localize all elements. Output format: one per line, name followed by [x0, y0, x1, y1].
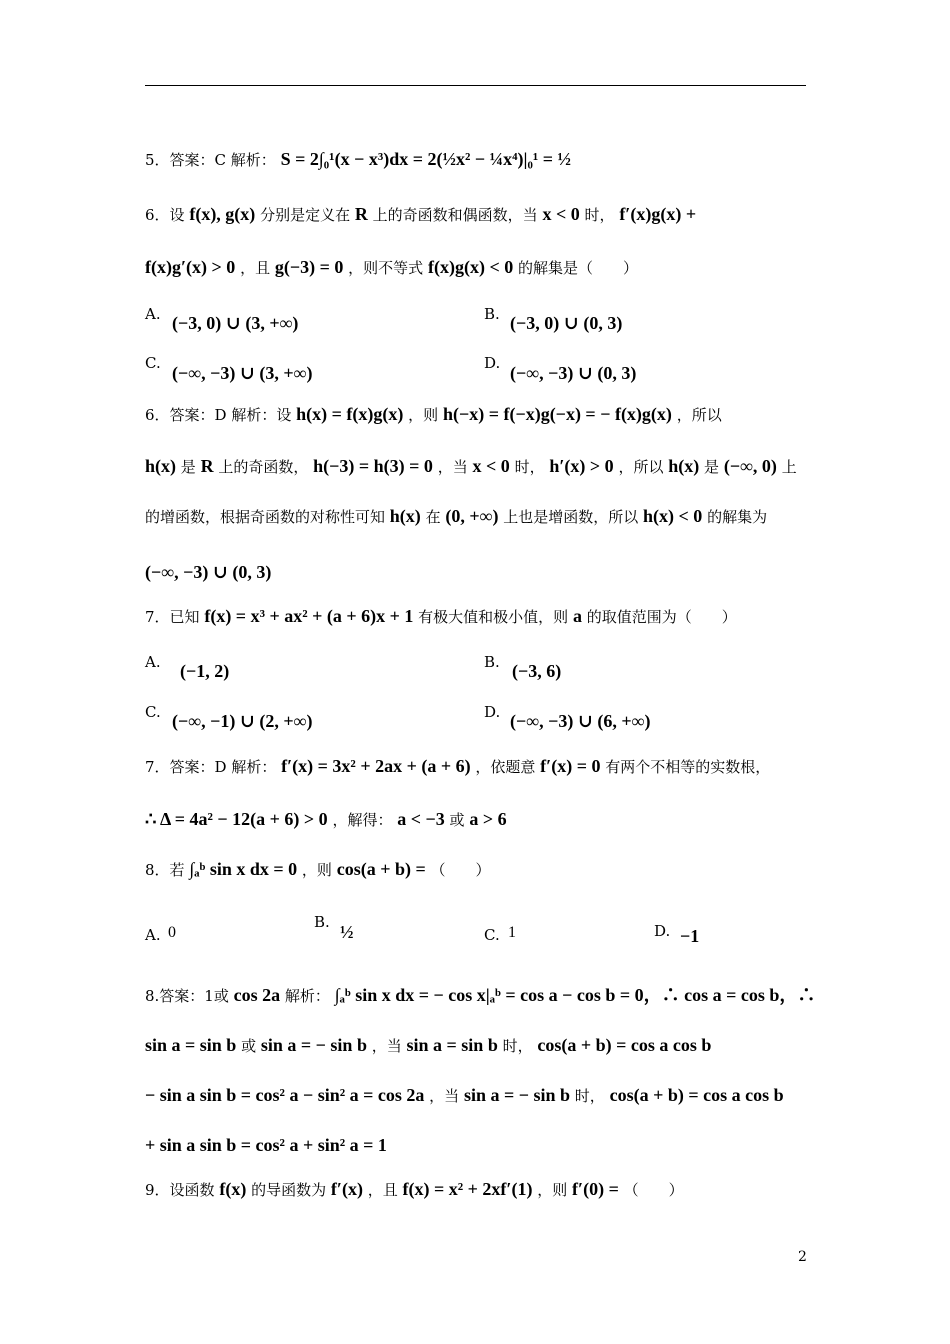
q7-math-f: f(x) = x³ + ax² + (a + 6)x + 1 [204, 606, 414, 626]
q6-option-a-label: A. [145, 305, 161, 323]
q6-stem-line-2 [145, 258, 638, 276]
q8-answer-math: sin a = − sin b [463, 1085, 571, 1105]
q8-stem-text: ，则 [301, 861, 332, 879]
q9-stem-text: ，且 [367, 1181, 398, 1199]
q8-stem-text: 8．若 [145, 861, 185, 879]
q6-stem-text: 6．设 [145, 206, 185, 224]
q7-option-a: (−1, 2) [180, 661, 230, 681]
q6-answer-text: 上 [781, 458, 797, 476]
q8-option-a: 0 [168, 924, 176, 941]
q9-stem-text: 的导函数为 [251, 1181, 327, 1199]
q8-answer-math: − sin a sin b = cos² a − sin² a = cos 2a [145, 1085, 425, 1105]
q6-answer-math: h(−x) = f(−x)g(−x) = − f(x)g(x) [442, 404, 672, 424]
q8-option-d-label: D. [654, 922, 671, 940]
q7-stem-text: 的取值范围为（ ） [586, 608, 737, 626]
q6-answer-math: h(x) < 0 [643, 506, 703, 526]
q7-answer-text: 有两个不相等的实数根， [605, 758, 771, 776]
q7-option-a-label: A. [145, 653, 161, 671]
q8-answer-math: cos(a + b) = cos a cos b [609, 1085, 784, 1105]
q7-answer-math: a < −3 [397, 809, 445, 829]
q6-answer-line-2 [145, 457, 797, 475]
q6-answer-line-1 [145, 405, 722, 423]
q8-answer-text: 时， [502, 1037, 533, 1055]
q8-option-b-label: B. [314, 913, 330, 931]
q6-option-a: (−3, 0) ∪ (3, +∞) [172, 313, 299, 333]
q6-answer-math: h′(x) > 0 [549, 456, 614, 476]
q6-option-c-label: C. [145, 354, 161, 372]
q8-option-a-label: A. [145, 926, 161, 944]
q6-answer-text: ，所以 [618, 458, 664, 476]
q6-answer-math: h(x) [668, 456, 700, 476]
q7-option-c: (−∞, −1) ∪ (2, +∞) [172, 711, 313, 731]
q6-answer-text: 上的奇函数， [218, 458, 309, 476]
q9-stem-text: （ ） [623, 1181, 684, 1199]
q7-answer-line-2 [145, 810, 507, 828]
q6-math-fg: f(x), g(x) [189, 204, 256, 224]
q6-answer-text: 的解集为 [707, 508, 768, 526]
q6-answer-line-3 [145, 507, 767, 525]
q8-answer-text: ，当 [429, 1087, 460, 1105]
q6-stem-text: 分别是定义在 [260, 206, 351, 224]
q8-answer-math: sin a = sin b [406, 1035, 498, 1055]
q7-answer-text: ，解得： [332, 811, 393, 829]
q8-answer-text: 时， [574, 1087, 605, 1105]
q7-stem-text: 有极大值和极小值，则 [418, 608, 569, 626]
q9-math: f(x) [219, 1179, 247, 1199]
q7-answer-line-1 [145, 757, 770, 775]
q6-math-expr: f(x)g′(x) > 0 [145, 257, 236, 277]
q6-math-R: R [354, 204, 368, 224]
q7-answer-math: f′(x) = 3x² + 2ax + (a + 6) [281, 756, 471, 776]
q6-answer-math: h(x) = f(x)g(x) [296, 404, 404, 424]
q7-answer-math: f′(x) = 0 [540, 756, 601, 776]
q8-answer-text: 或 [241, 1037, 257, 1055]
q6-option-d-label: D. [484, 354, 501, 372]
q8-answer-line-4 [145, 1136, 387, 1154]
q6-stem-text: 的解集是（ ） [517, 259, 638, 277]
q6-stem-text: ，且 [240, 259, 271, 277]
page-number: 2 [798, 1249, 807, 1265]
q9-math: f′(x) [330, 1179, 363, 1199]
q6-stem-text: ，则不等式 [348, 259, 424, 277]
q6-answer-text: 是 [704, 458, 720, 476]
q7-answer-text: 或 [449, 811, 465, 829]
q8-answer-math: ∫ₐᵇ sin x dx = − cos x|ₐᵇ = cos a − cos b = 0，∴ cos a = cos b，∴ [334, 985, 816, 1005]
q6-answer-text: 在 [425, 508, 441, 526]
q6-math-expr: f′(x)g(x) + [619, 204, 697, 224]
q7-answer-text: 7．答案：D 解析： [145, 758, 277, 776]
q6-answer-line-4 [145, 563, 271, 581]
q8-answer-line-3 [145, 1086, 784, 1104]
q7-answer-math: ∴ Δ = 4a² − 12(a + 6) > 0 [145, 809, 328, 829]
q8-answer-math: cos 2a [233, 985, 281, 1005]
q8-answer-text: 解析： [284, 987, 330, 1005]
q7-option-b: (−3, 6) [512, 661, 562, 681]
q6-answer-text: 是 [180, 458, 196, 476]
q9-stem-text: 9．设函数 [145, 1181, 215, 1199]
q8-answer-math: sin a = − sin b [260, 1035, 367, 1055]
q5-answer-line [145, 150, 571, 168]
q7-stem-line [145, 607, 737, 625]
q6-option-b: (−3, 0) ∪ (0, 3) [510, 313, 623, 333]
q7-option-b-label: B. [484, 653, 500, 671]
q8-option-b: ½ [340, 922, 354, 942]
q8-math-cos: cos(a + b) = [336, 859, 426, 879]
q5-answer-math: S = 2∫₀¹(x − x³)dx = 2(½x² − ¼x⁴)|₀¹ = ½ [280, 149, 572, 169]
q7-answer-text: ，依题意 [475, 758, 536, 776]
q8-answer-line-2 [145, 1036, 711, 1054]
q6-answer-text: 6．答案：D 解析：设 [145, 406, 292, 424]
q6-stem-text: 时， [584, 206, 615, 224]
q7-answer-math: a > 6 [469, 809, 507, 829]
q5-answer-prefix: 5．答案：C 解析： [145, 151, 276, 169]
q8-math-integral: ∫ₐᵇ sin x dx = 0 [189, 859, 298, 879]
q7-option-d: (−∞, −3) ∪ (6, +∞) [510, 711, 651, 731]
q6-option-b-label: B. [484, 305, 500, 323]
q8-option-c: 1 [508, 924, 516, 941]
q7-option-c-label: C. [145, 703, 161, 721]
header-rule [145, 85, 806, 86]
q6-answer-text: 上也是增函数，所以 [503, 508, 639, 526]
q6-answer-math: (0, +∞) [445, 506, 499, 526]
q6-math-cond: x < 0 [542, 204, 580, 224]
q6-answer-math: R [200, 456, 214, 476]
q6-stem-line-1 [145, 205, 696, 223]
q6-answer-math: h(−3) = h(3) = 0 [313, 456, 433, 476]
q6-option-d: (−∞, −3) ∪ (0, 3) [510, 363, 637, 383]
q6-answer-text: 时， [514, 458, 545, 476]
q8-answer-line-1 [145, 986, 815, 1004]
q6-answer-text: ，则 [408, 406, 439, 424]
q6-answer-math: x < 0 [472, 456, 510, 476]
q7-math-a: a [572, 606, 582, 626]
q8-stem-text: （ ） [430, 861, 491, 879]
q6-answer-math: (−∞, −3) ∪ (0, 3) [145, 562, 272, 582]
q9-stem-text: ，则 [537, 1181, 568, 1199]
q6-answer-text: ，所以 [676, 406, 722, 424]
q8-stem-line [145, 860, 491, 878]
q6-math-expr: g(−3) = 0 [274, 257, 344, 277]
q6-answer-math: (−∞, 0) [723, 456, 777, 476]
q7-stem-text: 7．已知 [145, 608, 200, 626]
q6-stem-text: 上的奇函数和偶函数，当 [372, 206, 538, 224]
q8-answer-text: ，当 [371, 1037, 402, 1055]
q9-stem-line [145, 1180, 684, 1198]
q8-answer-math: sin a = sin b [145, 1035, 237, 1055]
q9-math: f′(0) = [572, 1179, 619, 1199]
q8-answer-text: 8.答案：1或 [145, 987, 229, 1005]
q8-answer-math: cos(a + b) = cos a cos b [537, 1035, 712, 1055]
q6-answer-math: h(x) [145, 456, 176, 476]
q6-option-c: (−∞, −3) ∪ (3, +∞) [172, 363, 313, 383]
q8-option-c-label: C. [484, 926, 500, 944]
q8-answer-math: + sin a sin b = cos² a + sin² a = 1 [145, 1135, 387, 1155]
q6-math-expr: f(x)g(x) < 0 [427, 257, 514, 277]
q7-option-d-label: D. [484, 703, 501, 721]
q6-answer-text: 的增函数，根据奇函数的对称性可知 [145, 508, 386, 526]
q8-option-d: −1 [680, 926, 700, 946]
q6-answer-math: h(x) [389, 506, 421, 526]
q6-answer-text: ，当 [437, 458, 468, 476]
q9-math: f(x) = x² + 2xf′(1) [402, 1179, 533, 1199]
